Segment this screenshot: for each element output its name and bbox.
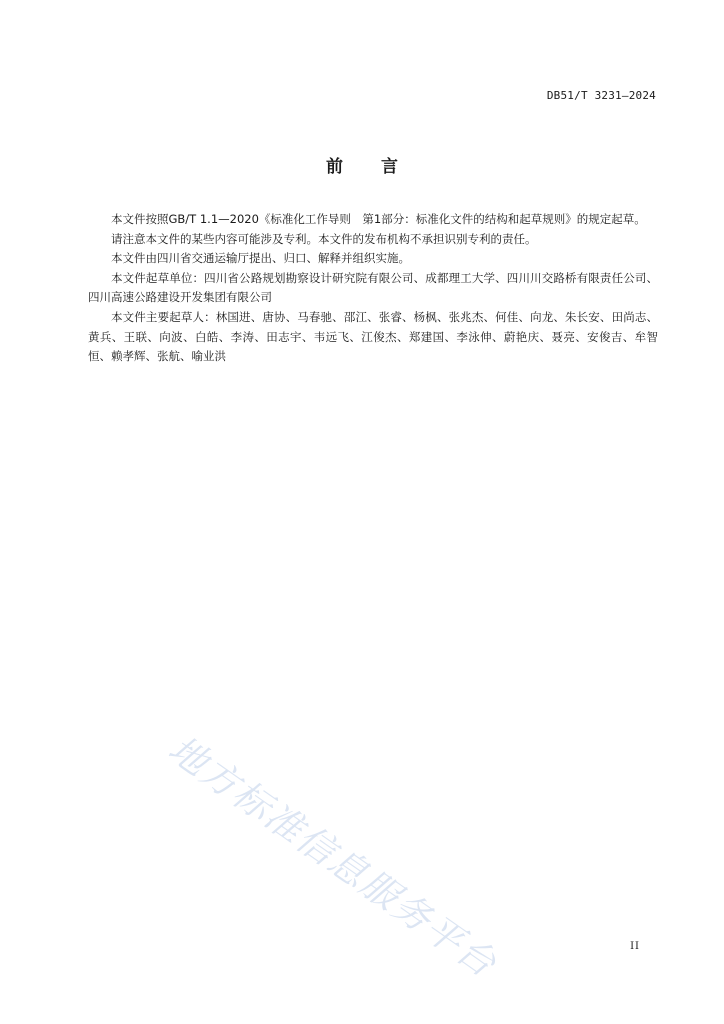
paragraph-drafting-units: 本文件起草单位：四川省公路规划勘察设计研究院有限公司、成都理工大学、四川川交路桥有限责任公司、四川高速公路建设开发集团有限公司 [88,270,658,305]
paragraph-drafters: 本文件主要起草人：林国进、唐协、马春驰、邵江、张睿、杨枫、张兆杰、何佳、向龙、朱长安、田尚志、黄兵、王联、向波、白皓、李涛、田志宇、韦远飞、江俊杰、郑建国、李泳伸、蔚艳庆、聂亮、安俊吉、牟智恒、赖孝辉、张航、喻业洪 [88,309,658,364]
page-number: II [630,941,640,952]
page-title: 前言 [326,157,436,177]
paragraph-patent-notice: 请注意本文件的某些内容可能涉及专利。本文件的发布机构不承担识别专利的责任。 [111,231,537,246]
watermark: 地方标准信息服务平台 [160,727,505,987]
preface-content [88,210,658,367]
paragraph-drafting-basis: 本文件按照GB/T 1.1—2020《标准化工作导则 第1部分：标准化文件的结构和起草规则》的规定起草。 [111,212,646,226]
paragraph-proposer: 本文件由四川省交通运输厅提出、归口、解释并组织实施。 [111,251,410,266]
document-code: DB51/T 3231—2024 [546,89,656,102]
